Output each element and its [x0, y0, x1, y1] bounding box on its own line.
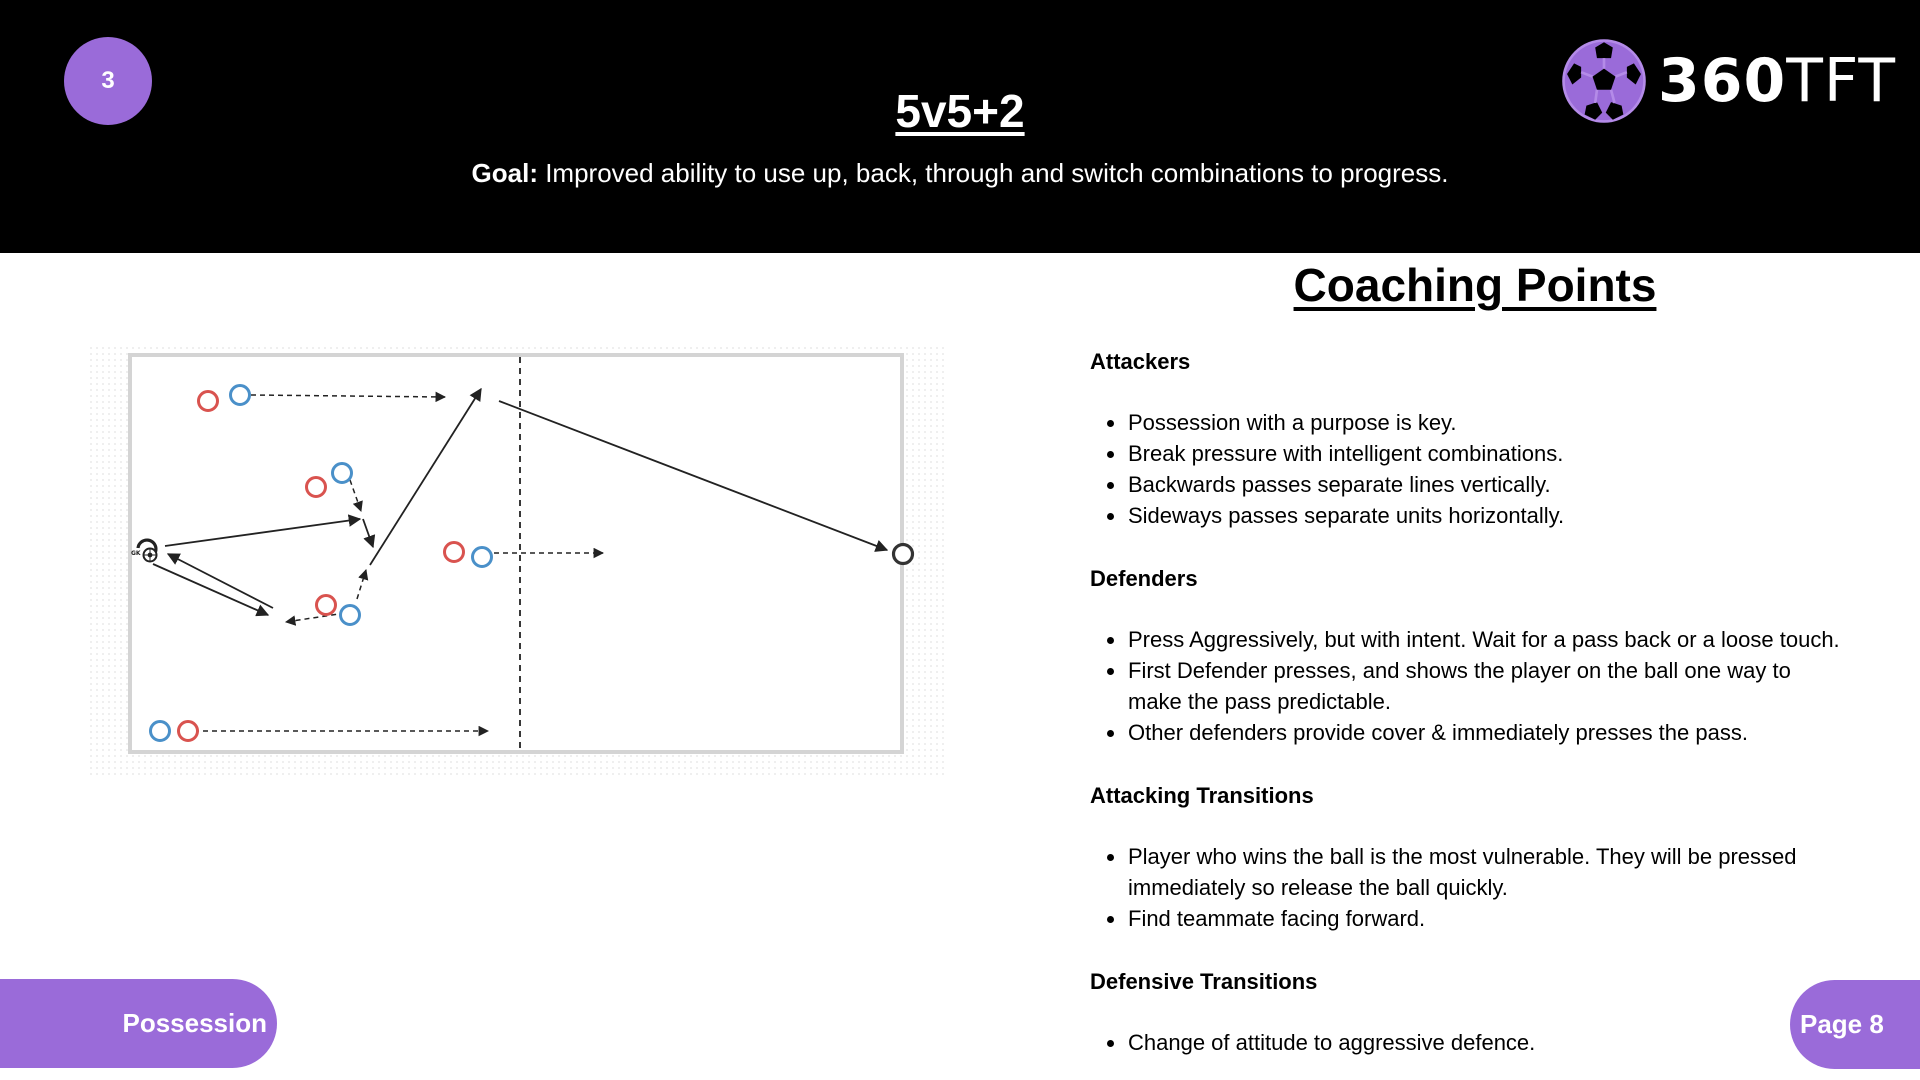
section-heading-defenders: Defenders — [1090, 566, 1198, 591]
player-marker-blue — [473, 548, 492, 567]
session-goal — [0, 158, 1920, 189]
pitch-diagram — [88, 345, 948, 777]
soccer-ball-icon — [1560, 37, 1648, 125]
player-marker-blue — [341, 606, 360, 625]
goal-label: Goal: — [471, 158, 538, 188]
player-marker-blue — [231, 386, 250, 405]
section-heading-attackers: Attackers — [1090, 349, 1191, 374]
list-item: Break pressure with intelligent combinations. — [1090, 438, 1890, 469]
list-item: Backwards passes separate lines vertically. — [1090, 469, 1890, 500]
list-item: Press Aggressively, but with intent. Wait for a pass back or a loose touch. — [1090, 624, 1890, 655]
section-heading-defensive-transitions: Defensive Transitions — [1090, 969, 1318, 994]
list-item: Find teammate facing forward. — [1090, 903, 1890, 934]
brand-name — [1658, 46, 1897, 116]
topic-label: Possession — [122, 1008, 267, 1038]
goal-text: Improved ability to use up, back, through and switch combinations to progress. — [537, 158, 1449, 188]
player-marker-blue — [151, 722, 170, 741]
defenders-list — [1090, 624, 1890, 748]
brand-name-light: TFT — [1786, 46, 1897, 116]
player-marker-red — [317, 596, 336, 615]
page-number: Page 8 — [1800, 1009, 1884, 1039]
goalkeeper-label: GK — [131, 550, 141, 557]
player-marker-blue — [333, 464, 352, 483]
coaching-points-title: Coaching Points — [1293, 259, 1657, 311]
list-item: First Defender presses, and shows the player on the ball one way to make the pass predictable. — [1090, 655, 1850, 717]
attacking-transitions-list — [1090, 841, 1890, 934]
player-marker-red — [199, 392, 218, 411]
topic-tab — [0, 979, 277, 1068]
defensive-transitions-list — [1090, 1027, 1890, 1058]
header-banner — [0, 0, 1920, 253]
target-player-marker — [894, 545, 913, 564]
drill-diagram — [88, 345, 948, 777]
player-marker-red — [445, 543, 464, 562]
page-number-tab — [1790, 980, 1920, 1069]
player-marker-red — [307, 478, 326, 497]
session-title: 5v5+2 — [895, 85, 1025, 137]
session-number: 3 — [101, 67, 115, 94]
player-marker-red — [179, 722, 198, 741]
list-item: Other defenders provide cover & immediately presses the pass. — [1090, 717, 1890, 748]
list-item: Sideways passes separate units horizontally. — [1090, 500, 1890, 531]
brand-name-bold: 360 — [1658, 46, 1787, 116]
list-item: Player who wins the ball is the most vulnerable. They will be pressed immediately so release the ball quickly. — [1090, 841, 1850, 903]
list-item: Possession with a purpose is key. — [1090, 407, 1890, 438]
brand-logo — [1560, 36, 1896, 126]
section-heading-attacking-transitions: Attacking Transitions — [1090, 783, 1314, 808]
ball-icon — [144, 549, 157, 562]
list-item: Change of attitude to aggressive defence. — [1090, 1027, 1890, 1058]
attackers-list — [1090, 407, 1890, 531]
